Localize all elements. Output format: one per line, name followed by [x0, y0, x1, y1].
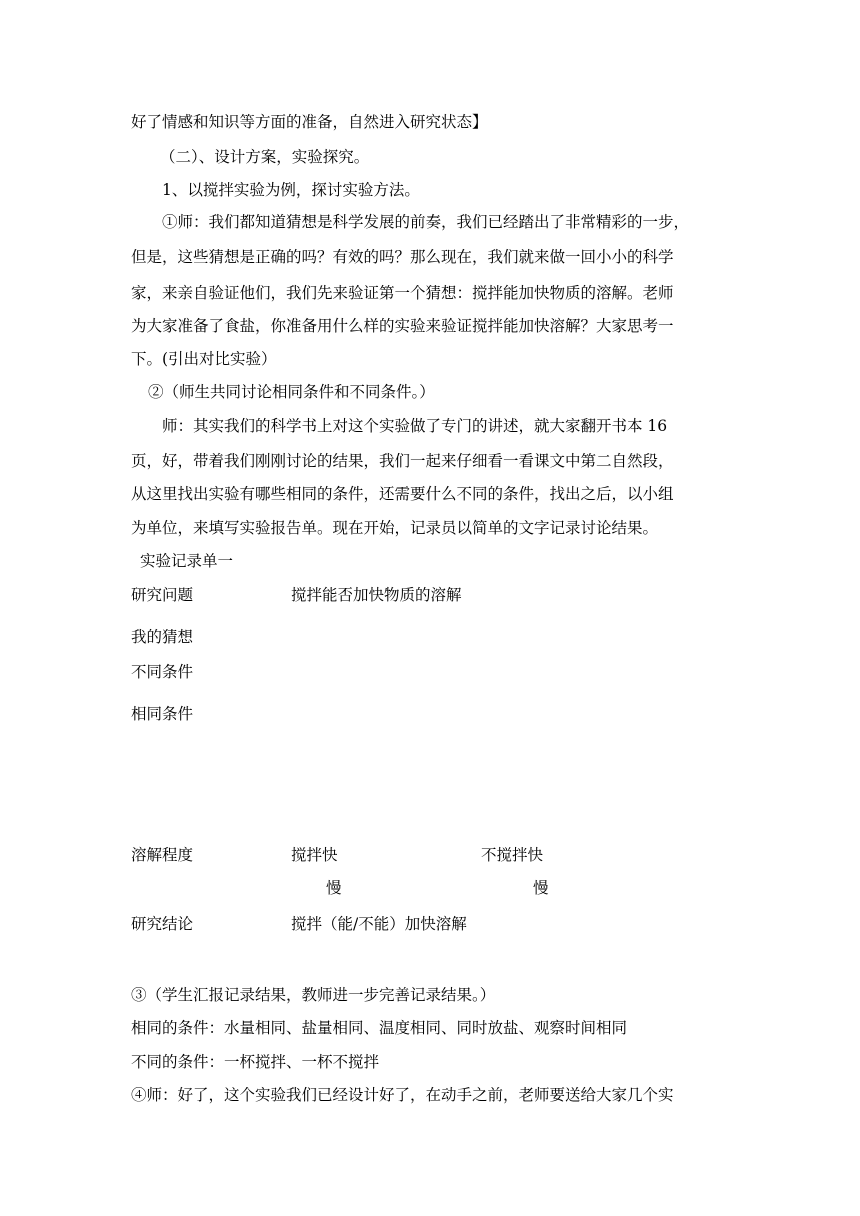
- paragraph-line: 家，来亲自验证他们，我们先来验证第一个猜想：搅拌能加快物质的溶解。老师: [131, 284, 674, 302]
- paragraph-line: ②（师生共同讨论相同条件和不同条件。）: [148, 383, 435, 401]
- dissolve-degree-label: 溶解程度: [131, 846, 194, 864]
- research-question-value: 搅拌能否加快物质的溶解: [291, 586, 462, 604]
- conclusion-label: 研究结论: [131, 915, 194, 933]
- paragraph-line: 从这里找出实验有哪些相同的条件，还需要什么不同的条件，找出之后，以小组: [131, 485, 674, 503]
- paragraph-line: 下。(引出对比实验）: [131, 350, 277, 368]
- paragraph-line: 相同的条件：水量相同、盐量相同、温度相同、同时放盐、观察时间相同: [131, 1019, 628, 1037]
- conclusion-value: 搅拌（能/不能）加快溶解: [291, 915, 467, 933]
- paragraph-line: 但是，这些猜想是正确的吗？有效的吗？那么现在，我们就来做一回小小的科学: [131, 248, 674, 266]
- record-sheet-title: 实验记录单一: [140, 552, 234, 570]
- stir-slow-label: 慢: [326, 879, 342, 897]
- paragraph-line: 不同的条件：一杯搅拌、一杯不搅拌: [131, 1053, 380, 1071]
- paragraph-line: 好了情感和知识等方面的准备，自然进入研究状态】: [131, 113, 488, 131]
- paragraph-line: ④师：好了，这个实验我们已经设计好了，在动手之前，老师要送给大家几个实: [131, 1086, 674, 1104]
- stir-fast-label: 搅拌快: [291, 846, 338, 864]
- no-stir-fast-label: 不搅拌快: [481, 846, 544, 864]
- paragraph-line: 页，好，带着我们刚刚讨论的结果，我们一起来仔细看一看课文中第二自然段，: [131, 452, 674, 470]
- paragraph-line: 为单位，来填写实验报告单。现在开始，记录员以简单的文字记录讨论结果。: [131, 519, 659, 537]
- subsection-heading: 1、以搅拌实验为例，探讨实验方法。: [162, 181, 420, 199]
- same-conditions-label: 相同条件: [131, 705, 194, 723]
- no-stir-slow-label: 慢: [533, 879, 549, 897]
- guess-label: 我的猜想: [131, 628, 194, 646]
- paragraph-line: 为大家准备了食盐，你准备用什么样的实验来验证搅拌能加快溶解？大家思考一: [131, 317, 674, 335]
- paragraph-line: 师：其实我们的科学书上对这个实验做了专门的讲述，就大家翻开书本 16: [162, 417, 668, 435]
- paragraph-line: ①师：我们都知道猜想是科学发展的前奏，我们已经踏出了非常精彩的一步，: [162, 213, 690, 231]
- research-question-label: 研究问题: [131, 586, 194, 604]
- different-conditions-label: 不同条件: [131, 663, 194, 681]
- section-heading: （二）、设计方案，实验探究。: [160, 148, 370, 166]
- paragraph-line: ③（学生汇报记录结果，教师进一步完善记录结果。）: [131, 986, 496, 1004]
